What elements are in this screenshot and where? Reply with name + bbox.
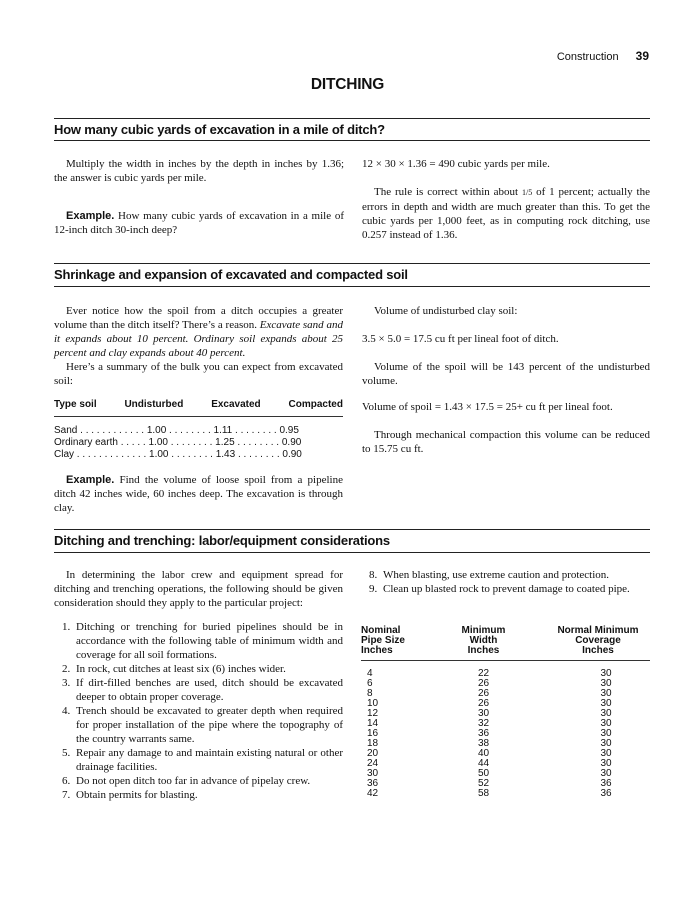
section-rule	[54, 140, 650, 141]
s3-intro: In determining the labor crew and equipment spread for ditching and trenching operations, the following should be given consideration should they apply to the particular project:	[54, 569, 343, 609]
list-number: 4.	[62, 705, 71, 717]
header-line: Inches	[467, 645, 500, 656]
header-line: Coverage	[575, 635, 621, 646]
table-cell: 30	[600, 698, 612, 709]
list-text: If dirt-filled benches are used, ditch should be excavated deeper to obtain proper coverage.	[76, 677, 343, 703]
s1-calculation: 12 × 30 × 1.36 = 490 cubic yards per mile.	[362, 158, 550, 170]
list-text: Do not open ditch too far in advance of pipelay crew.	[76, 775, 311, 787]
soil-table-body	[54, 425, 343, 461]
list-item	[54, 676, 343, 704]
section-rule	[54, 263, 650, 264]
list-text: Obtain permits for blasting.	[76, 789, 198, 801]
considerations-list-continued	[361, 568, 650, 596]
table-cell: 18	[367, 738, 379, 749]
s1-example	[54, 209, 344, 237]
list-number: 7.	[62, 789, 71, 801]
section-rule	[54, 118, 650, 119]
table-cell: 26	[477, 678, 490, 689]
table-cell: 30	[600, 728, 612, 739]
list-number: 9.	[369, 583, 378, 595]
s1-right-column	[362, 157, 650, 242]
pipe-table-body	[361, 661, 650, 799]
s2-calc-1: 3.5 × 5.0 = 17.5 cu ft per lineal foot of ditch.	[362, 333, 559, 345]
table-cell: 58	[477, 788, 490, 799]
table-cell: 38	[477, 738, 490, 749]
example-text: How many cubic yards of excavation in a mile of 12-inch ditch 30-inch deep?	[54, 210, 344, 236]
example-text: Find the volume of loose spoil from a pipeline ditch 42 inches wide, 60 inches deep. The excavation is through clay.	[54, 474, 343, 514]
section-rule	[54, 552, 650, 553]
list-number: 5.	[62, 747, 71, 759]
table-cell: 50	[477, 768, 490, 779]
paragraph-part: Ever notice how the spoil from a ditch occupies a greater volume than the ditch itself? There’s a reason.	[54, 305, 343, 331]
section-rule	[54, 529, 650, 530]
s1-paragraph: Multiply the width in inches by the depth in inches by 1.36; the answer is cubic yards per mile.	[54, 158, 344, 184]
soil-col-header: Compacted	[288, 399, 343, 410]
s2-volume-undisturbed: Volume of undisturbed clay soil:	[374, 305, 518, 317]
header-line: Nominal	[361, 625, 401, 636]
table-row: Sand . . . . . . . . . . . . 1.00 . . . . . . . . 1.11 . . . . . . . . 0.95	[54, 425, 299, 436]
table-cell: 30	[600, 668, 612, 679]
s2-summary: Here’s a summary of the bulk you can expect from excavated soil:	[54, 361, 343, 387]
list-item	[54, 662, 343, 676]
rule-note-part: of 1 percent; actually the errors in depth and width are much greater than this. To get the cubic yards per 1,000 feet, as in computing rock ditching, use 0.257 instead of 1.36.	[362, 186, 650, 241]
considerations-list	[54, 620, 343, 802]
table-cell: 52	[477, 778, 490, 789]
page-number: 39	[635, 49, 649, 63]
s2-example	[54, 473, 343, 515]
table-cell: 26	[477, 688, 490, 699]
table-cell: 44	[477, 758, 490, 769]
running-head	[557, 49, 649, 63]
list-number: 1.	[62, 621, 71, 633]
list-text: When blasting, use extreme caution and protection.	[383, 569, 610, 581]
list-text: Repair any damage to and maintain existing natural or other drainage facilities.	[76, 747, 343, 773]
pipe-col-header-size	[361, 626, 421, 656]
table-cell: 30	[367, 768, 379, 779]
pipe-col-header-width	[421, 626, 546, 656]
table-cell: 12	[367, 708, 379, 719]
table-cell: 36	[367, 778, 379, 789]
s2-compaction: Through mechanical compaction this volume can be reduced to 15.75 cu ft.	[362, 429, 650, 455]
header-line: Width	[469, 635, 498, 646]
table-cell: 14	[367, 718, 379, 729]
s2-right-column	[362, 304, 650, 456]
header-line: Inches	[582, 645, 614, 656]
list-item	[361, 568, 650, 582]
table-cell: 40	[477, 748, 490, 759]
table-cell: 30	[600, 688, 612, 699]
table-cell: 30	[600, 718, 612, 729]
list-item	[54, 746, 343, 774]
soil-table-header	[54, 398, 343, 417]
table-row: Clay . . . . . . . . . . . . . 1.00 . . . . . . . . 1.43 . . . . . . . . 0.90	[54, 449, 302, 460]
list-number: 8.	[369, 569, 378, 581]
list-text: Trench should be excavated to greater depth when required for proper installation of the pipe where the topography of the country warrants same.	[76, 705, 343, 745]
table-row: Ordinary earth . . . . . 1.00 . . . . . . . . 1.25 . . . . . . . . 0.90	[54, 437, 302, 448]
table-cell: 30	[477, 708, 490, 719]
example-label: Example.	[66, 210, 115, 222]
paragraph-emphasis: Excavate sand and it expands about 10 percent. Ordinary soil expands about 25 percent and clay expands about 40 percent.	[54, 319, 343, 359]
list-text: Clean up blasted rock to prevent damage to coated pipe.	[383, 583, 630, 595]
soil-col-header: Type soil	[54, 399, 97, 410]
header-line: Normal Minimum	[557, 625, 639, 636]
table-cell: 22	[477, 668, 490, 679]
s2-paragraph	[54, 304, 343, 360]
header-line: Inches	[361, 645, 393, 656]
table-row	[361, 789, 650, 799]
list-number: 2.	[62, 663, 71, 675]
table-cell: 30	[600, 768, 612, 779]
table-cell: 42	[367, 788, 379, 799]
section-rule	[54, 286, 650, 287]
table-cell: 32	[477, 718, 490, 729]
fraction: 1/5	[521, 188, 533, 197]
table-cell: 36	[600, 778, 612, 789]
soil-bulk-table	[54, 398, 343, 461]
table-cell: 20	[367, 748, 379, 759]
header-line: Minimum	[461, 625, 506, 636]
table-cell: 30	[600, 748, 612, 759]
table-cell: 30	[600, 738, 612, 749]
table-cell: 24	[367, 758, 379, 769]
table-cell: 8	[367, 688, 373, 699]
s1-left-column	[54, 157, 344, 237]
pipe-coverage-table	[361, 626, 650, 799]
list-item	[54, 774, 343, 788]
table-cell: 26	[477, 698, 490, 709]
table-cell: 16	[367, 728, 379, 739]
list-item	[54, 704, 343, 746]
table-cell: 36	[477, 728, 490, 739]
soil-col-header: Undisturbed	[124, 399, 184, 410]
table-cell: 30	[600, 758, 612, 769]
s3-left-column	[54, 568, 343, 802]
pipe-table-header	[361, 626, 650, 661]
table-cell: 30	[600, 678, 612, 689]
s3-right-column	[361, 568, 650, 596]
table-cell: 30	[600, 708, 612, 719]
rule-note-part: The rule is correct within about	[374, 186, 522, 198]
list-item	[361, 582, 650, 596]
example-label: Example.	[66, 474, 115, 486]
s1-rule-note	[362, 185, 650, 242]
chapter-title: DITCHING	[310, 76, 385, 93]
table-cell: 36	[600, 788, 612, 799]
list-number: 3.	[62, 677, 71, 689]
table-cell: 10	[367, 698, 379, 709]
table-cell: 4	[367, 668, 373, 679]
section-heading-ditching-trenching: Ditching and trenching: labor/equipment considerations	[54, 533, 390, 548]
pipe-col-header-coverage	[546, 626, 650, 656]
running-head-section: Construction	[556, 51, 619, 63]
section-heading-shrinkage: Shrinkage and expansion of excavated and compacted soil	[54, 267, 408, 282]
s2-calc-2: Volume of spoil = 1.43 × 17.5 = 25+ cu ft per lineal foot.	[362, 401, 613, 413]
soil-col-header: Excavated	[211, 399, 261, 410]
list-item	[54, 788, 343, 802]
header-line: Pipe Size	[361, 635, 405, 646]
table-cell: 6	[367, 678, 373, 689]
s2-left-column	[54, 304, 343, 515]
s2-spoil-percent: Volume of the spoil will be 143 percent of the undisturbed volume.	[362, 361, 650, 387]
list-number: 6.	[62, 775, 71, 787]
section-heading-excavation-mile: How many cubic yards of excavation in a mile of ditch?	[54, 122, 385, 137]
list-text: In rock, cut ditches at least six (6) inches wider.	[76, 663, 286, 675]
list-text: Ditching or trenching for buried pipelines should be in accordance with the following table of minimum width and coverage for all soil formations.	[76, 621, 343, 661]
list-item	[54, 620, 343, 662]
